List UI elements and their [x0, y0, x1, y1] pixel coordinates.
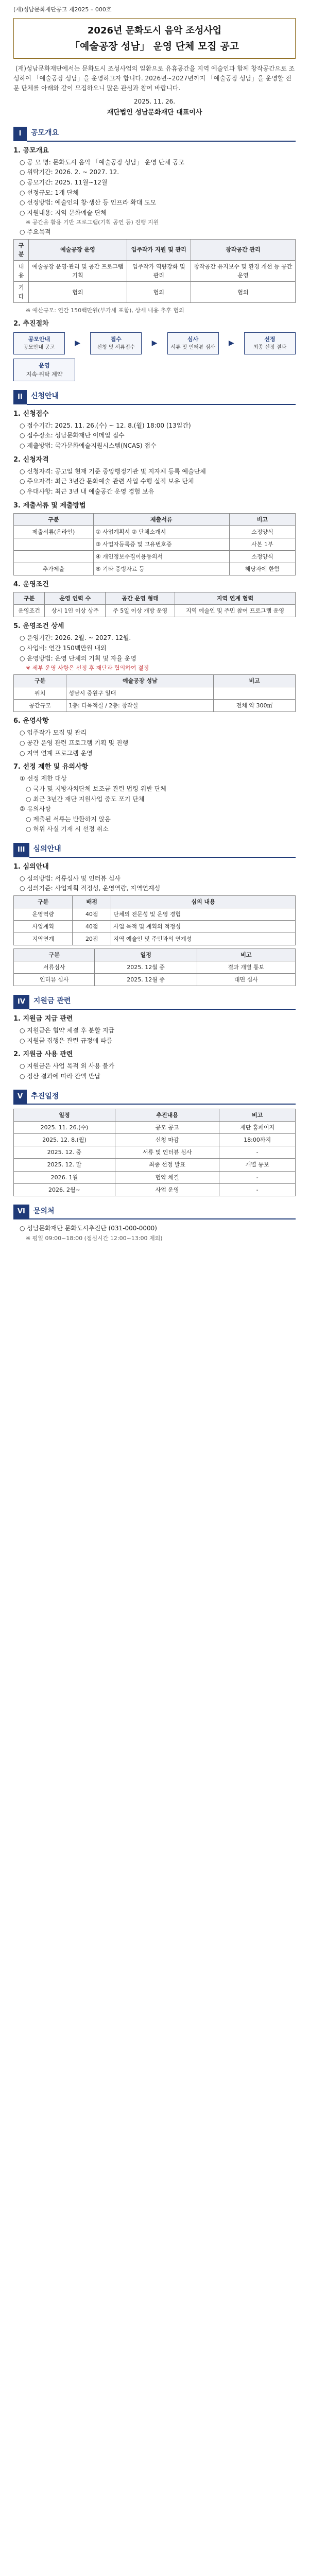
table-cell: 40점 — [73, 921, 111, 933]
table-header: 비고 — [229, 513, 295, 526]
table-header: 심의 내용 — [111, 895, 296, 908]
subheading: 1. 심의안내 — [13, 862, 49, 871]
section-1-header — [13, 126, 296, 142]
table-cell: 예술공장 운영·관리 및 공간 프로그램 기획 — [29, 261, 127, 282]
table-cell: 내용 — [14, 261, 29, 282]
list-item: ○ 지원금 집행은 관련 규정에 따름 — [20, 1037, 113, 1044]
table-header: 공간 운영 형태 — [106, 592, 175, 605]
table-row — [14, 700, 296, 712]
section-6-header — [13, 1205, 296, 1220]
table-row — [14, 1134, 296, 1146]
table-cell: 2026. 2월~ — [14, 1183, 115, 1196]
arrow-right-icon: ▶ — [151, 338, 158, 347]
table-cell — [14, 550, 94, 563]
table-header: 구분 — [14, 513, 94, 526]
table-row — [14, 1171, 296, 1183]
table-cell: 결과 개별 통보 — [197, 961, 295, 974]
table-header: 예술공장 성남 — [66, 675, 214, 687]
review-schedule-table — [13, 948, 296, 986]
list-item: ○ 신청자격: 공고일 현재 기준 중앙행정기관 및 지자체 등록 예술단체 — [20, 467, 206, 475]
note: ※ 공간을 활용 기반 프로그램(기획 공연 등) 진행 지원 — [26, 219, 159, 226]
table-cell: 협의 — [127, 282, 191, 303]
table-cell — [14, 538, 94, 550]
table-cell: 제출서류(온라인) — [14, 526, 94, 538]
list-item: ○ 심의기준: 사업계획 적정성, 운영역량, 지역연계성 — [20, 885, 161, 892]
table-header: 구분 — [14, 675, 66, 687]
table-header: 제출서류 — [93, 513, 229, 526]
flow-step: 선정 최종 선정 결과 — [244, 332, 296, 354]
table-row — [14, 563, 296, 575]
subheading: 5. 운영조건 상세 — [13, 622, 64, 631]
section-title: 공모개요 — [27, 126, 296, 142]
subheading: 1. 지원금 지급 관련 — [13, 1014, 73, 1023]
list-item: ② 유의사항 — [20, 805, 51, 813]
table-row — [14, 550, 296, 563]
table-cell: 2026. 1월 — [14, 1171, 115, 1183]
table-cell: 대면 심사 — [197, 974, 295, 986]
table-cell: 위치 — [14, 687, 66, 700]
table-header: 운영 인력 수 — [45, 592, 106, 605]
table-row — [14, 961, 296, 974]
title-box — [13, 18, 296, 59]
table-cell: - — [219, 1183, 296, 1196]
section-title: 심의안내 — [29, 842, 296, 858]
table-row — [14, 282, 296, 303]
table-cell: 2025. 12월 중 — [95, 961, 197, 974]
table-cell: 기타 — [14, 282, 29, 303]
table-cell — [214, 687, 296, 700]
table-header: 구분 — [14, 895, 73, 908]
list-item: ○ 운영기간: 2026. 2월. ~ 2027. 12월. — [20, 634, 131, 642]
table-cell: 지역 예술인 및 주민과의 연계성 — [111, 933, 296, 945]
section-number: IV — [13, 995, 29, 1009]
section-2-header — [13, 389, 296, 405]
conditions-table — [13, 592, 296, 617]
notice-org: 재단법인 성남문화재단 대표이사 — [107, 108, 202, 116]
table-cell: 18:00까지 — [219, 1134, 296, 1146]
table-cell: 협의 — [29, 282, 127, 303]
list-item: ○ 제출방법: 국가문화예술지원시스템(NCAS) 접수 — [20, 442, 157, 450]
list-item: ○ 주요자격: 최근 3년간 문화예술 관련 사업 수행 실적 보유 단체 — [20, 478, 194, 485]
list-item: ○ 입주작가 모집 및 관리 — [20, 729, 87, 737]
process-flow-2 — [13, 359, 296, 381]
list-item: ○ 정산 결과에 따라 잔액 반납 — [20, 1073, 101, 1080]
documents-table — [13, 513, 296, 575]
contact-hours: ※ 평일 09:00~18:00 (점심시간 12:00~13:00 제외) — [26, 1234, 163, 1242]
section-title: 추진일정 — [27, 1090, 296, 1105]
table-cell: 재단 홈페이지 — [219, 1122, 296, 1134]
subheading: 7. 선정 제한 및 유의사항 — [13, 763, 89, 771]
table-cell: 인터뷰 심사 — [14, 974, 95, 986]
table-header: 지역 연계 협력 — [175, 592, 295, 605]
section-number: VI — [13, 1205, 29, 1219]
list-item: ○ 운영방법: 운영 단체의 기획 및 자율 운영 — [20, 654, 136, 662]
table-cell: ④ 개인정보수집이용동의서 — [93, 550, 229, 563]
table-cell: 2025. 12. 말 — [14, 1159, 115, 1171]
contact-info: ○ 성남문화재단 문화도시추진단 (031-000-0000) — [20, 1225, 157, 1232]
section-title: 지원금 관련 — [29, 994, 296, 1010]
section-title: 신청안내 — [27, 389, 296, 405]
list-item: ○ 선정방법: 예술인의 창·생산 등 인프라 확대 도모 — [20, 199, 157, 207]
table-header: 예술공장 운영 — [29, 239, 127, 260]
flow-step: 심사 서류 및 인터뷰 심사 — [167, 332, 219, 354]
list-item: ○ 사업비: 연간 150백만원 내외 — [20, 644, 107, 652]
table-cell: 입주작가 역량강화 및 관리 — [127, 261, 191, 282]
table-header: 추진내용 — [115, 1109, 219, 1122]
table-cell: 2025. 11. 26.(수) — [14, 1122, 115, 1134]
table-cell: 지역연계 — [14, 933, 73, 945]
table-cell: 2025. 12월 중 — [95, 974, 197, 986]
table-header: 창작공간 관리 — [191, 239, 295, 260]
subheading: 1. 신청접수 — [13, 410, 49, 418]
flow-step: 운영 지속·위탁 계약 — [13, 359, 75, 381]
list-item: ○ 지원금은 협약 체결 후 분할 지급 — [20, 1027, 115, 1035]
list-item: ○ 지원내용: 지역 문화예술 단체 — [20, 209, 107, 216]
list-item: ○ 지역 연계 프로그램 운영 — [20, 749, 93, 757]
table-cell: - — [219, 1171, 296, 1183]
table-cell: ⑤ 기타 증빙자료 등 — [93, 563, 229, 575]
list-item: ○ 지원금은 사업 목적 외 사용 불가 — [20, 1062, 115, 1070]
table-cell: 개별 통보 — [219, 1159, 296, 1171]
list-item: ○ 최근 3년간 재단 지원사업 중도 포기 단체 — [26, 795, 145, 803]
table-cell: 서류심사 — [14, 961, 95, 974]
table-header: 입주작가 지원 및 관리 — [127, 239, 191, 260]
table-cell: 협약 체결 — [115, 1171, 219, 1183]
section-number: III — [13, 843, 29, 857]
subheading: 2. 신청자격 — [13, 455, 49, 464]
table-cell: 성남시 중원구 일대 — [66, 687, 214, 700]
table-cell: 전체 약 300㎡ — [214, 700, 296, 712]
section-title: 문의처 — [29, 1205, 296, 1220]
table-row — [14, 605, 296, 617]
table-header: 배점 — [73, 895, 111, 908]
table-cell: 추가제출 — [14, 563, 94, 575]
table-header: 일정 — [14, 1109, 115, 1122]
intro-text: (재)성남문화재단에서는 문화도시 조성사업의 일환으로 유휴공간을 지역 예술인과 함께 창작공간으로 조성하여 「예술공장 성남」을 운영하고자 합니다. 2026년~2027년까지 「예술공장 성남」을 운영할 전문 단체를 아래와 같이 모집하오니 많은 관심과 참여 바랍니다. — [13, 65, 295, 92]
section-number: II — [13, 390, 27, 404]
table-cell: 주 5일 이상 개방 운영 — [106, 605, 175, 617]
table-cell: 사본 1부 — [229, 538, 295, 550]
table-cell: - — [219, 1146, 296, 1159]
flow-step: 공모안내 공모안내 공고 — [13, 332, 65, 354]
table-cell: 2025. 12. 중 — [14, 1146, 115, 1159]
table-cell: 20점 — [73, 933, 111, 945]
section-5-header — [13, 1090, 296, 1105]
list-item: ○ 주요목적 — [20, 228, 51, 236]
table-row — [14, 1122, 296, 1134]
list-item: ○ 접수기간: 2025. 11. 26.(수) ~ 12. 8.(월) 18:00 (13일간) — [20, 421, 191, 429]
table-cell: 운영조건 — [14, 605, 45, 617]
table-cell: 서류 및 인터뷰 심사 — [115, 1146, 219, 1159]
flow-step: 접수 신청 및 서류접수 — [90, 332, 142, 354]
table-cell: 사업 목적 및 계획의 적정성 — [111, 921, 296, 933]
table-cell: 최종 선정 발표 — [115, 1159, 219, 1171]
subheading: 2. 지원금 사용 관련 — [13, 1050, 73, 1059]
table-cell: 40점 — [73, 908, 111, 920]
table-cell: 운영역량 — [14, 908, 73, 920]
table-header: 비고 — [219, 1109, 296, 1122]
table-cell: 2025. 12. 8.(월) — [14, 1134, 115, 1146]
section-4-header — [13, 994, 296, 1010]
subheading: 1. 공모개요 — [13, 146, 49, 155]
table-cell: ① 사업계획서 ② 단체소개서 — [93, 526, 229, 538]
list-item: ○ 심의방법: 서류심사 및 인터뷰 심사 — [20, 874, 121, 882]
table-header: 구분 — [14, 949, 95, 961]
table-cell: 신청 마감 — [115, 1134, 219, 1146]
table-header: 구분 — [14, 239, 29, 260]
process-flow — [13, 332, 296, 354]
section-3-header — [13, 842, 296, 858]
section-number: V — [13, 1090, 27, 1104]
title-line1: 2026년 문화도시 음악 조성사업 — [87, 25, 222, 37]
notice-date: 2025. 11. 26. — [133, 98, 176, 106]
list-item: ○ 공간 운영 관련 프로그램 기획 및 진행 — [20, 739, 129, 747]
table-cell: 공모 공고 — [115, 1122, 219, 1134]
table-row — [14, 1146, 296, 1159]
list-item: ○ 접수장소: 성남문화재단 이메일 접수 — [20, 432, 125, 439]
title-line2: 「예술공장 성남」 운영 단체 모집 공고 — [70, 40, 239, 52]
list-item: ○ 국가 및 지방자치단체 보조금 관련 법령 위반 단체 — [26, 785, 166, 792]
table-row — [14, 1183, 296, 1196]
criteria-table — [13, 895, 296, 945]
list-item: ○ 우대사항: 최근 3년 내 예술공간 운영 경험 보유 — [20, 487, 154, 495]
schedule-table — [13, 1109, 296, 1196]
table-header: 일정 — [95, 949, 197, 961]
list-item: ○ 제출된 서류는 반환하지 않음 — [26, 815, 111, 823]
list-item: ○ 공모기간: 2025. 11월~12월 — [20, 178, 108, 186]
subheading: 6. 운영사항 — [13, 717, 49, 725]
table-cell: 소정양식 — [229, 526, 295, 538]
table-row — [14, 1159, 296, 1171]
table-header: 비고 — [214, 675, 296, 687]
table-cell: 상시 1인 이상 상주 — [45, 605, 106, 617]
table-cell: 협의 — [191, 282, 295, 303]
list-item: ① 선정 제한 대상 — [20, 775, 67, 783]
list-item: ○ 선정규모: 1개 단체 — [20, 189, 79, 196]
list-item: ○ 공 모 명: 문화도시 음악 「예술공장 성남」 운영 단체 공모 — [20, 158, 185, 166]
notice-number: (재)성남문화재단공고 제2025 – 000호 — [13, 6, 112, 13]
table-row — [14, 908, 296, 920]
table-cell: 사업계획 — [14, 921, 73, 933]
venue-table — [13, 674, 296, 712]
table-row — [14, 538, 296, 550]
table-header: 비고 — [197, 949, 295, 961]
purpose-table — [13, 239, 296, 303]
table-row — [14, 921, 296, 933]
subheading: 4. 운영조건 — [13, 580, 49, 588]
table-cell: 창작공간 유지보수 및 환경 개선 등 공간 운영 — [191, 261, 295, 282]
table-row — [14, 933, 296, 945]
table-cell: 지역 예술인 및 주민 참여 프로그램 운영 — [175, 605, 295, 617]
table-cell: ③ 사업자등록증 및 고유번호증 — [93, 538, 229, 550]
list-item: ○ 위탁기간: 2026. 2. ~ 2027. 12. — [20, 168, 119, 176]
table-cell: 사업 운영 — [115, 1183, 219, 1196]
table-cell: 단체의 전문성 및 운영 경험 — [111, 908, 296, 920]
table-row — [14, 526, 296, 538]
table-cell: 공간규모 — [14, 700, 66, 712]
list-item: ○ 허위 사실 기재 시 선정 취소 — [26, 825, 109, 833]
table-row — [14, 261, 296, 282]
table-header: 구분 — [14, 592, 45, 605]
note: ※ 예산규모: 연간 150백만원(부가세 포함), 상세 내용 추후 협의 — [26, 307, 184, 314]
table-row — [14, 687, 296, 700]
notice-page — [0, 0, 309, 1259]
table-row — [14, 974, 296, 986]
arrow-right-icon: ▶ — [228, 338, 234, 347]
table-cell: 소정양식 — [229, 550, 295, 563]
table-cell: 해당자에 한함 — [229, 563, 295, 575]
subheading: 3. 제출서류 및 제출방법 — [13, 501, 86, 510]
note: ※ 세부 운영 사항은 선정 후 재단과 협의하여 결정 — [26, 665, 149, 672]
section-number: I — [13, 127, 27, 141]
arrow-right-icon: ▶ — [75, 338, 81, 347]
subheading: 2. 추진절차 — [13, 320, 49, 328]
table-cell: 1층: 다목적실 / 2층: 창작실 — [66, 700, 214, 712]
